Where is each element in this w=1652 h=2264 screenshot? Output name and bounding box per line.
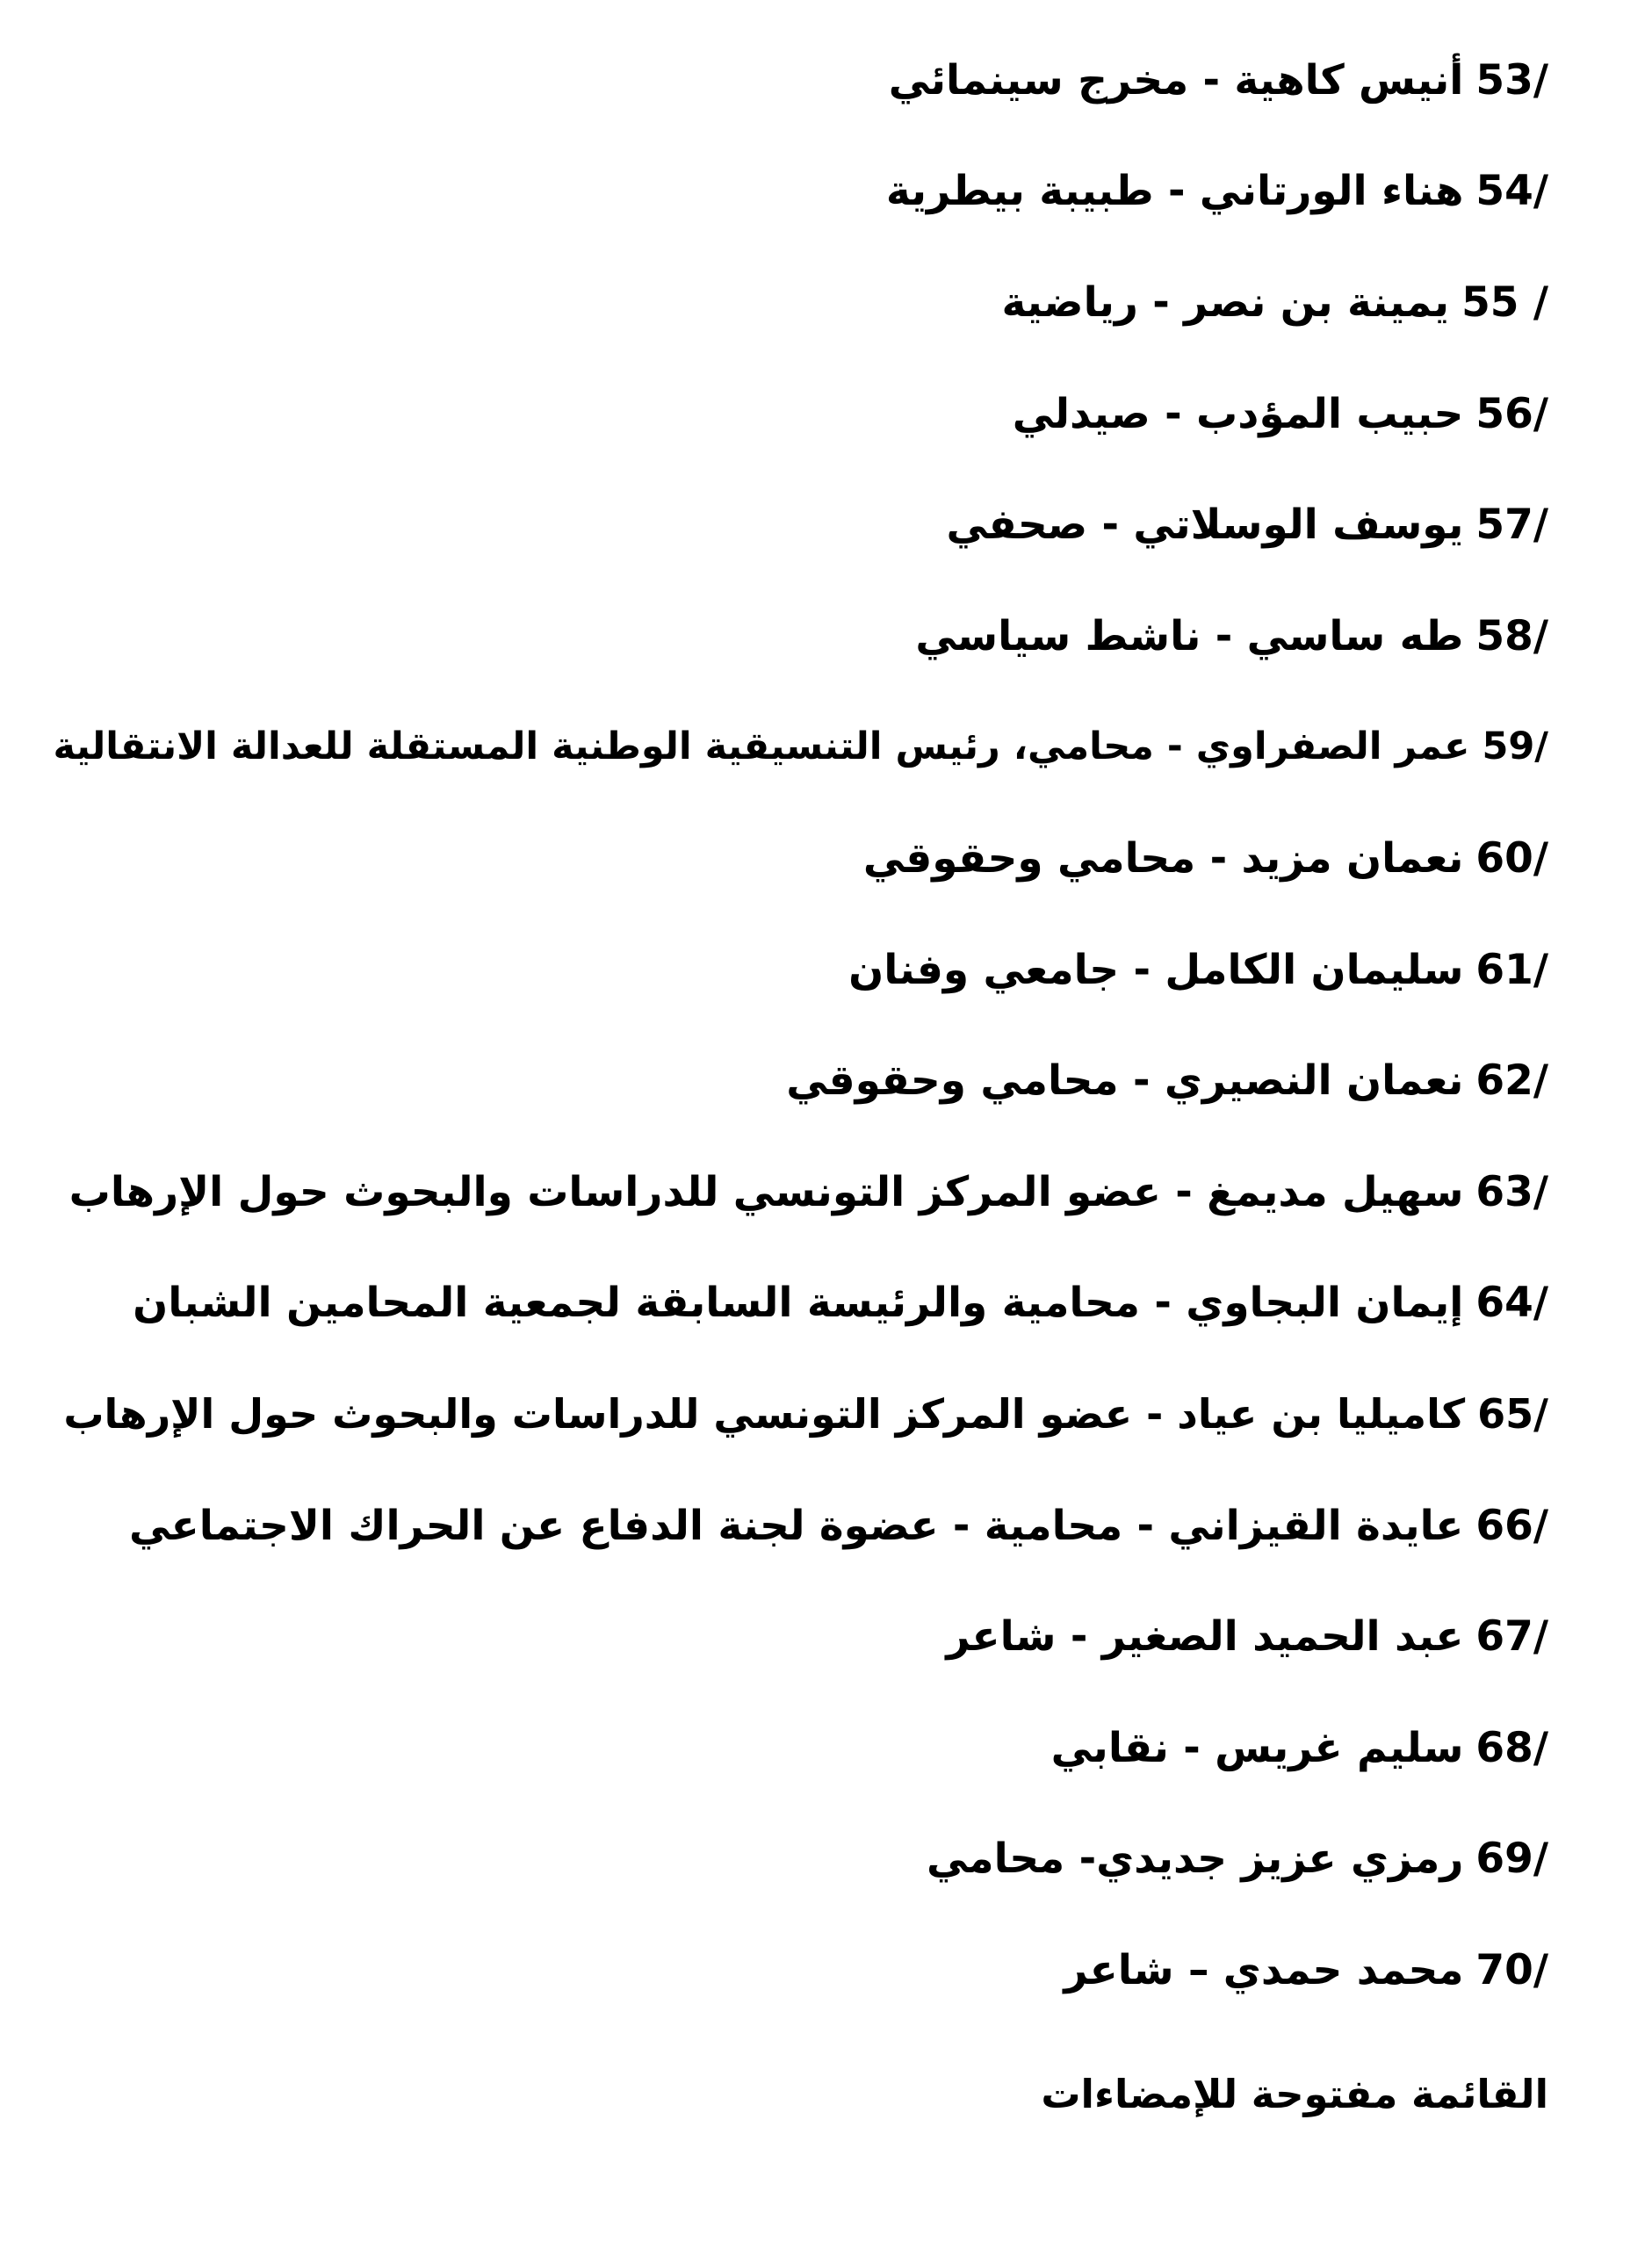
list-item (38, 803, 1548, 914)
list-item (38, 692, 1548, 804)
list-item (38, 136, 1548, 248)
entry-text: إيمان البجاوي - محامية والرئيسة السابقة لجمعية المحامين الشبان (133, 1279, 1464, 1328)
entry-number: 53/ (1475, 55, 1548, 105)
list-item (38, 247, 1548, 358)
entry-number: 57/ (1475, 501, 1548, 550)
entry-text: حبيب المؤدب - صيدلي (1012, 389, 1464, 438)
list-item (38, 1359, 1548, 1470)
entry-number: 54/ (1475, 167, 1548, 216)
entry-number: 60/ (1475, 833, 1548, 883)
entry-number: 58/ (1475, 611, 1548, 660)
entry-text: سليمان الكامل - جامعي وفنان (848, 945, 1464, 994)
entry-text: محمد حمدي – شاعر (1064, 1945, 1464, 1994)
list-item (38, 25, 1548, 136)
entry-text: أنيس كاهية - مخرج سينمائي (888, 55, 1464, 105)
entry-text: يوسف الوسلاتي - صحفي (946, 501, 1464, 550)
list-item (38, 580, 1548, 692)
entry-number: 59/ (1482, 725, 1548, 769)
list-item (38, 1025, 1548, 1136)
list-item (38, 1136, 1548, 1248)
list-item (38, 1248, 1548, 1359)
entry-text: كاميليا بن عياد - عضو المركز التونسي للدراسات والبحوث حول الإرهاب (63, 1390, 1466, 1438)
entry-number: 64/ (1475, 1279, 1548, 1328)
entry-text: سليم غريس - نقابي (1050, 1723, 1464, 1772)
list-item (38, 914, 1548, 1026)
entry-text: يمينة بن نصر - رياضية (1001, 278, 1450, 327)
signatories-list (38, 25, 1548, 2026)
entry-text: طه ساسي - ناشط سياسي (915, 611, 1464, 660)
list-item (38, 1914, 1548, 2026)
entry-text: هناء الورتاني - طبيبة بيطرية (885, 167, 1464, 216)
footer-note: القائمة مفتوحة للإمضاءات (1041, 2071, 1548, 2117)
entry-number: 70/ (1475, 1945, 1548, 1994)
list-item (38, 358, 1548, 470)
entry-number: 56/ (1475, 389, 1548, 438)
entry-number: 55 / (1461, 278, 1548, 327)
entry-text: عمر الصفراوي - محامي، رئيس التنسيقية الوطنية المستقلة للعدالة الانتقالية (53, 725, 1470, 769)
entry-number: 61/ (1475, 945, 1548, 994)
entry-text: سهيل مديمغ - عضو المركز التونسي للدراسات والبحوث حول الإرهاب (69, 1167, 1464, 1216)
entry-text: رمزي عزيز جديدي- محامي (926, 1835, 1464, 1884)
entry-number: 65/ (1477, 1390, 1548, 1438)
entry-number: 62/ (1475, 1056, 1548, 1106)
entry-text: عبد الحميد الصغير - شاعر (946, 1612, 1464, 1662)
list-item (38, 1581, 1548, 1692)
entry-number: 63/ (1475, 1167, 1548, 1216)
list-item (38, 1804, 1548, 1915)
list-item (38, 469, 1548, 580)
entry-text: عايدة القيزاني - محامية - عضوة لجنة الدفاع عن الحراك الاجتماعي (129, 1501, 1464, 1550)
list-item (38, 1470, 1548, 1582)
entry-number: 69/ (1475, 1835, 1548, 1884)
entry-text: نعمان النصيري - محامي وحقوقي (786, 1056, 1464, 1106)
entry-number: 68/ (1475, 1723, 1548, 1772)
entry-number: 66/ (1475, 1501, 1548, 1550)
entry-number: 67/ (1475, 1612, 1548, 1662)
list-item (38, 1692, 1548, 1804)
entry-text: نعمان مزيد - محامي وحقوقي (862, 833, 1464, 883)
